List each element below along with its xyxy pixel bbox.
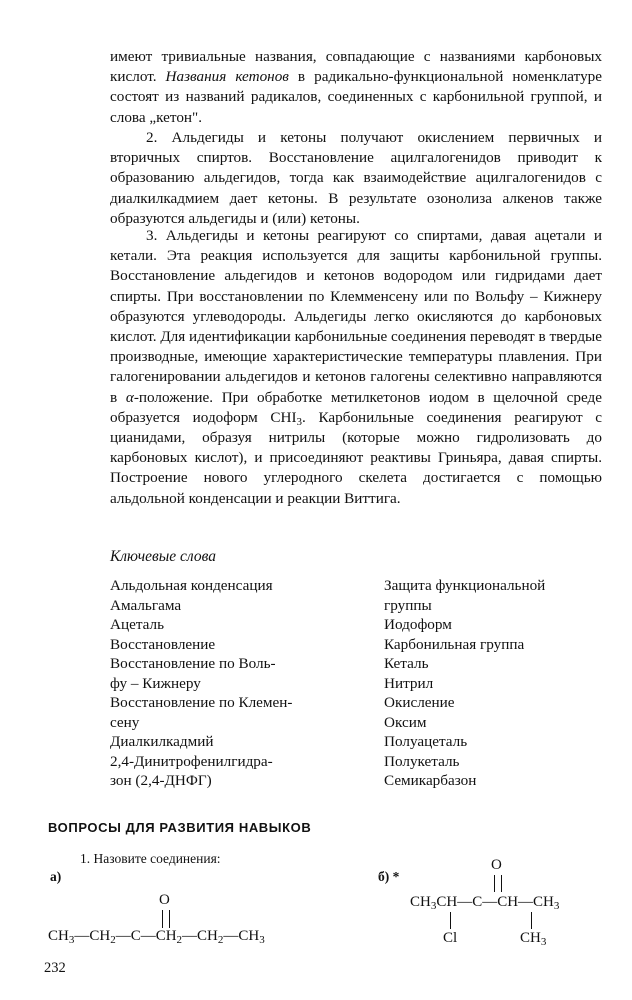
formula-b-chlorine: Cl	[443, 930, 458, 946]
bond: —	[115, 928, 131, 944]
bond: —	[74, 928, 90, 944]
keyword-item: Восстановление по Клемен-	[110, 694, 293, 711]
formula-a-ch3-right: $CH_3$	[238, 928, 265, 946]
formula-a-ch2-1: $CH_2$	[89, 928, 116, 946]
keyword-item: Полуацеталь	[384, 733, 468, 750]
alpha-symbol: α	[125, 388, 134, 406]
bond: —	[518, 894, 534, 910]
formula-a-ch2-3: $CH_2$	[197, 928, 224, 946]
paragraph-1-text-b: в радикально-функциональной номенклатуре состоят из названий радикалов, соединенных с карбонильной группой, и слова „кетон".	[110, 68, 602, 126]
paragraph-1	[110, 47, 602, 128]
keyword-item: Карбонильная группа	[384, 635, 525, 653]
formula-b-carbonyl-c: C	[472, 894, 483, 910]
keyword-item: Полукеталь	[384, 752, 460, 770]
keywords-title: Ключевые слова	[110, 548, 216, 565]
keywords-left-column	[110, 576, 350, 791]
formula-b-bond-to-methyl	[531, 912, 532, 929]
bond: —	[457, 894, 473, 910]
keyword-item: Восстановление	[110, 635, 216, 653]
keyword-item: Оксим	[384, 713, 427, 731]
paragraph-3-text-c: . Карбонильные соединения реагируют с цианидами, образуя нитрилы (которые можно гидролизовать до карбоновых кислот), и присоединяют реактивы Гриньяра, давая спирты. Построение нового углеродного скелета достигается с помощью альдольной конденсации и реакции Виттига.	[110, 408, 602, 507]
keyword-item: Кеталь	[384, 655, 429, 672]
label-b: б) *	[378, 869, 400, 884]
keyword-item: Семикарбазон	[384, 772, 477, 789]
paragraph-3-text-b: -положение. При обработке метилкетонов иодом в щелочной среде образуется иодоформ CHI	[110, 388, 603, 426]
formula-b-ch3-right: $CH_3$	[533, 894, 560, 912]
formula-b-chain	[410, 895, 559, 910]
formula-a-oxygen: O	[159, 892, 170, 908]
formula-a-ch2-2: $CH_2$	[155, 928, 183, 946]
formula-a-chain	[48, 929, 265, 944]
bond: —	[140, 928, 156, 944]
keyword-item: Нитрил	[384, 674, 434, 692]
keyword-item: фу – Кижнеру	[110, 674, 201, 692]
formula-b-double-bond	[494, 875, 502, 892]
bond: —	[223, 928, 239, 944]
keywords-right-column	[384, 576, 614, 791]
formula-b-ch3-bottom: $CH_3$	[520, 930, 547, 948]
keyword-item: Защита функциональной	[384, 577, 546, 594]
keyword-item: Альдольная конденсация	[110, 577, 273, 594]
keyword-item: Диалкилкадмий	[110, 733, 214, 750]
keyword-item: Окисление	[384, 694, 455, 711]
questions-heading: ВОПРОСЫ ДЛЯ РАЗВИТИЯ НАВЫКОВ	[48, 820, 312, 835]
formula-b-oxygen: O	[491, 857, 502, 873]
paragraph-1-italic: Названия кетонов	[165, 68, 289, 86]
paragraph-1-text-a: имеют тривиальные названия, совпадающие с названиями карбоновых кислот.	[110, 48, 602, 86]
keyword-item: группы	[384, 596, 432, 614]
page-number: 232	[44, 960, 66, 976]
keyword-item: Иодоформ	[384, 616, 452, 633]
paragraph-2: 2. Альдегиды и кетоны получают окислением первичных и вторичных спиртов. Восстановление ацилгалогенидов приводит к образованию альдегидов, тогда как взаимодействие ацилгалогенидов с диалкилкадмием дает кетоны. В результате озонолиза алкенов также образуются альдегиды и (или) кетоны.	[110, 129, 602, 227]
formula-a-double-bond	[162, 910, 170, 928]
keyword-item: зон (2,4-ДНФГ)	[110, 772, 212, 789]
label-a: а)	[50, 869, 62, 884]
keyword-item: сену	[110, 713, 140, 731]
keyword-item: Амальгама	[110, 596, 182, 614]
formula-b-ch: CH	[436, 894, 458, 910]
question-1: 1. Назовите соединения:	[80, 851, 221, 866]
keyword-item: 2,4-Динитрофенилгидра-	[110, 752, 273, 770]
paragraph-3-text-a: 3. Альдегиды и кетоны реагируют со спиртами, давая ацетали и кетали. Эта реакция используется для защиты карбонильной группы. Восстановление альдегидов и кетонов водородом или гидридами дает спирты. При восстановлении по Клемменсену или по Вольфу – Кижнеру образуются углеводороды. Альдегиды легко окисляются до карбоновых кислот. Для идентификации карбонильные соединения переводят в твердые производные, имеющие характеристические температуры плавления. При галогенировании альдегидов и кетонов галогены селективно направляются в	[110, 227, 602, 406]
keyword-item: Восстановление по Воль-	[110, 655, 276, 672]
formula-a-ch3-left: $CH_3$	[48, 928, 75, 946]
formula-a-carbonyl-c: C	[130, 928, 141, 944]
iodoform-subscript: 3	[296, 415, 302, 428]
keyword-item: Ацеталь	[110, 616, 165, 633]
bond: —	[182, 928, 198, 944]
formula-b-bond-to-cl	[450, 912, 451, 929]
formula-b-ch3-left: $CH_3$	[410, 894, 437, 912]
paragraph-3	[110, 226, 602, 509]
formula-b-ch-2: CH	[497, 894, 519, 910]
bond: —	[482, 894, 498, 910]
